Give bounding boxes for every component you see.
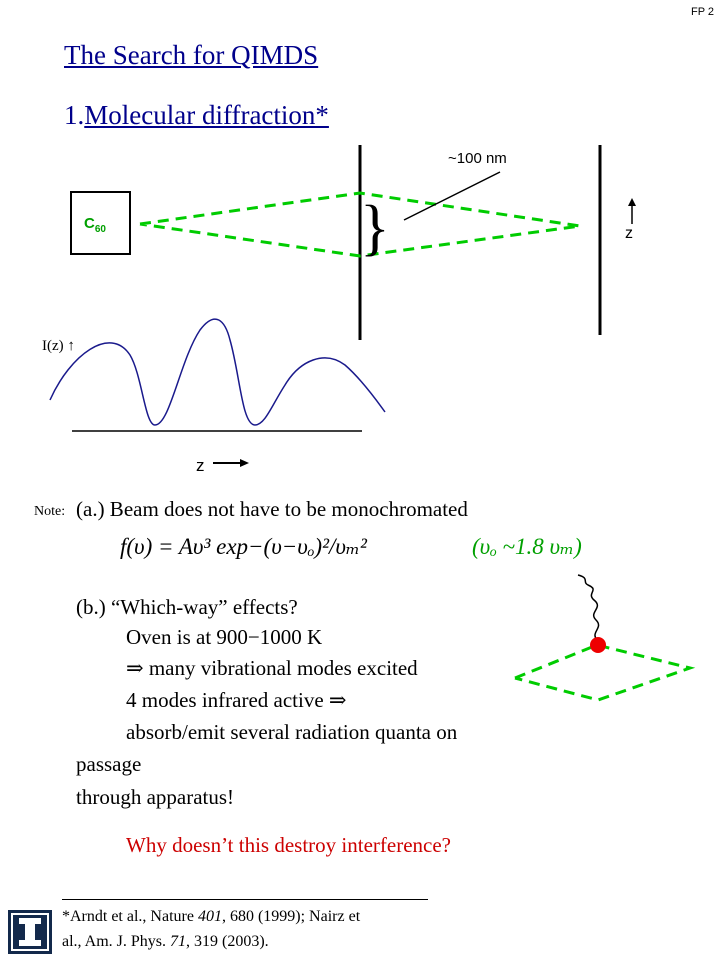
z-bottom-arrow-head bbox=[240, 459, 249, 467]
photon-squiggle bbox=[578, 575, 599, 640]
source-box bbox=[71, 192, 130, 254]
intensity-curve bbox=[50, 319, 385, 425]
page-title: The Search for QIMDS bbox=[64, 40, 319, 70]
z-axis-label: z bbox=[625, 225, 633, 242]
note-b-heading: (b.) “Which-way” effects? bbox=[76, 595, 298, 619]
note-label: Note: bbox=[34, 504, 66, 519]
slit-width-label: ~100 nm bbox=[448, 150, 507, 167]
slit-brace: } bbox=[360, 194, 390, 262]
distribution-formula: f(υ) = Aυ³ exp−(υ−υₒ)²/υₘ² bbox=[120, 534, 367, 559]
section-title: Molecular diffraction* bbox=[84, 100, 329, 130]
formula-aside: (υₒ ~1.8 υₘ) bbox=[472, 534, 582, 559]
intensity-label: I(z) ↑ bbox=[42, 338, 75, 354]
university-logo-icon bbox=[8, 910, 52, 954]
note-b-line: absorb/emit several radiation quanta on bbox=[126, 720, 458, 744]
note-b-line: 4 modes infrared active ⇒ bbox=[126, 688, 347, 712]
footnote: *Arndt et al., Nature 401, 680 (1999); Nairz et al., Am. J. Phys. 71, 319 (2003). bbox=[62, 908, 361, 950]
which-way-beam bbox=[515, 645, 690, 700]
question-text: Why doesn’t this destroy interference? bbox=[126, 833, 451, 857]
z-arrow-head bbox=[628, 198, 636, 206]
slide-number: FP 2 bbox=[690, 6, 714, 18]
note-b-line: passage bbox=[76, 752, 142, 776]
footnote-rule bbox=[62, 899, 428, 900]
z-bottom-label: z bbox=[196, 456, 205, 475]
source-label: $C_{60}$ bbox=[84, 215, 106, 235]
note-a: (a.) Beam does not have to be monochromated bbox=[76, 497, 468, 521]
note-b-line: ⇒ many vibrational modes excited bbox=[126, 656, 418, 680]
note-b-line: Oven is at 900−1000 K bbox=[126, 625, 323, 649]
molecule-dot bbox=[590, 637, 606, 653]
section-number: 1. bbox=[64, 100, 85, 130]
note-b-line: through apparatus! bbox=[76, 785, 235, 809]
